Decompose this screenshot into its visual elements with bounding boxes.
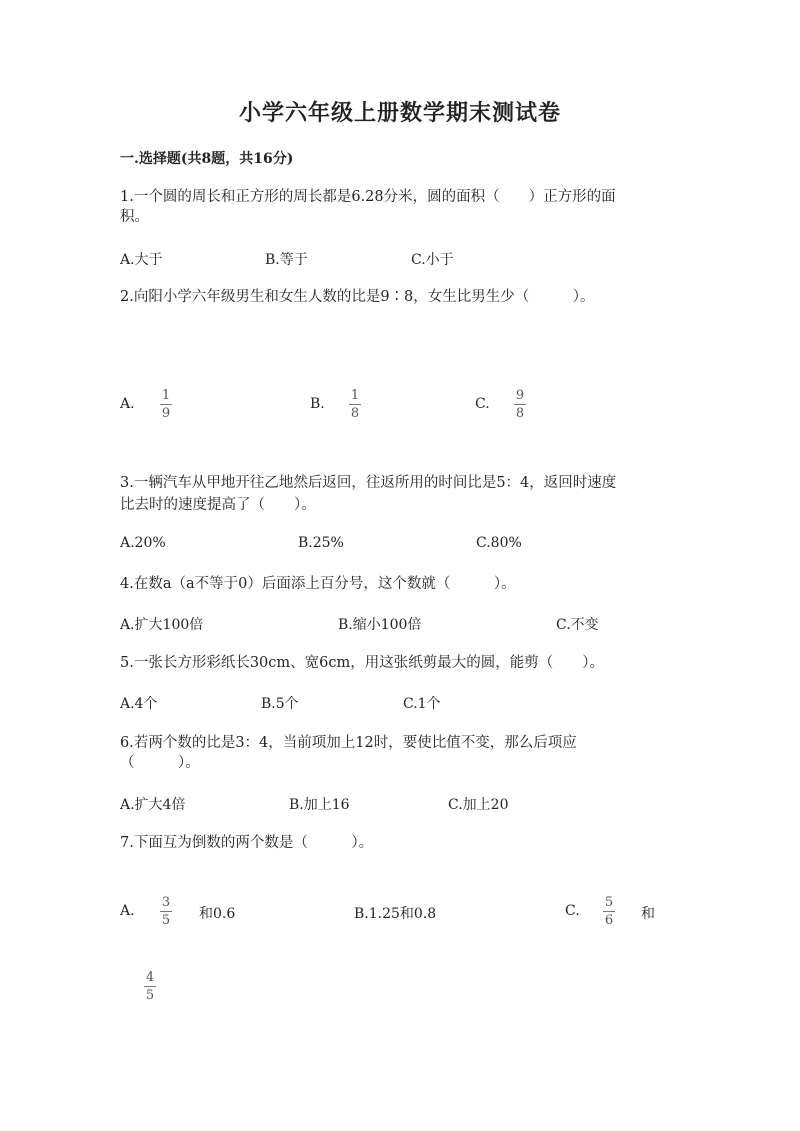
q7-option-b: B.1.25和0.8 [354,906,437,922]
page-title: 小学六年级上册数学期末测试卷 [238,100,561,126]
numerator: 1 [350,388,360,403]
question-7: 7.下面互为倒数的两个数是（ ）。 [120,835,374,851]
fraction-bar [144,986,156,987]
q4-option-b: B.缩小100倍 [338,617,422,633]
question-2: 2.向阳小学六年级男生和女生人数的比是9∶8，女生比男生少（ ）。 [120,289,595,305]
denominator: 6 [604,913,614,928]
q7-option-c-fraction [603,895,615,928]
q5-option-c: C.1个 [403,696,441,712]
q4-option-a: A.扩大100倍 [120,617,204,633]
q1-option-c: C.小于 [411,252,454,268]
section-heading: 一.选择题(共8题，共16分) [120,151,294,167]
q2-option-b-label: B. [310,396,325,412]
question-3-line-2: 比去时的速度提高了（ ）。 [120,497,316,513]
q7-option-a-fraction [160,895,172,928]
denominator: 5 [161,913,171,928]
fraction-bar [349,404,361,405]
q6-option-b: B.加上16 [289,797,350,813]
numerator: 3 [161,895,171,910]
q1-option-b: B.等于 [265,252,308,268]
denominator: 9 [161,406,171,421]
q6-option-c: C.加上20 [448,797,509,813]
q3-option-a: A.20% [120,535,166,551]
question-1-line-1: 1.一个圆的周长和正方形的周长都是6.28分米，圆的面积（ ）正方形的面 [120,189,616,205]
question-6-line-1: 6.若两个数的比是3：4，当前项加上12时，要使比值不变，那么后项应 [120,735,577,751]
q2-option-c-label: C. [475,396,490,412]
question-5: 5.一张长方形彩纸长30cm、宽6cm，用这张纸剪最大的圆，能剪（ ）。 [120,655,604,671]
q7-option-a-tail: 和0.6 [199,906,236,922]
q3-option-c: C.80% [476,535,522,551]
fraction-bar [160,404,172,405]
question-4: 4.在数a（a不等于0）后面添上百分号，这个数就（ ）。 [120,576,516,592]
fraction-bar [603,911,615,912]
q7-option-a-label: A. [120,903,135,919]
q1-option-a: A.大于 [120,252,163,268]
q2-option-a-fraction [160,388,172,421]
q7-option-c-fraction-2 [144,970,156,1003]
q6-option-a: A.扩大4倍 [120,797,186,813]
fraction-bar [514,404,526,405]
numerator: 5 [604,895,614,910]
q3-option-b: B.25% [298,535,344,551]
numerator: 1 [161,388,171,403]
denominator: 5 [145,988,155,1003]
q2-option-a-label: A. [120,396,135,412]
q5-option-a: A.4个 [120,696,158,712]
question-1-line-2: 积。 [120,209,149,225]
question-6-line-2: （ ）。 [120,755,200,771]
numerator: 4 [145,970,155,985]
q2-option-c-fraction [514,388,526,421]
denominator: 8 [350,406,360,421]
q5-option-b: B.5个 [261,696,299,712]
q4-option-c: C.不变 [556,617,599,633]
q7-option-c-label: C. [565,903,580,919]
question-3-line-1: 3.一辆汽车从甲地开往乙地然后返回，往返所用的时间比是5：4，返回时速度 [120,475,617,491]
q2-option-b-fraction [349,388,361,421]
denominator: 8 [515,406,525,421]
fraction-bar [160,911,172,912]
q7-option-c-tail: 和 [641,906,655,922]
numerator: 9 [515,388,525,403]
